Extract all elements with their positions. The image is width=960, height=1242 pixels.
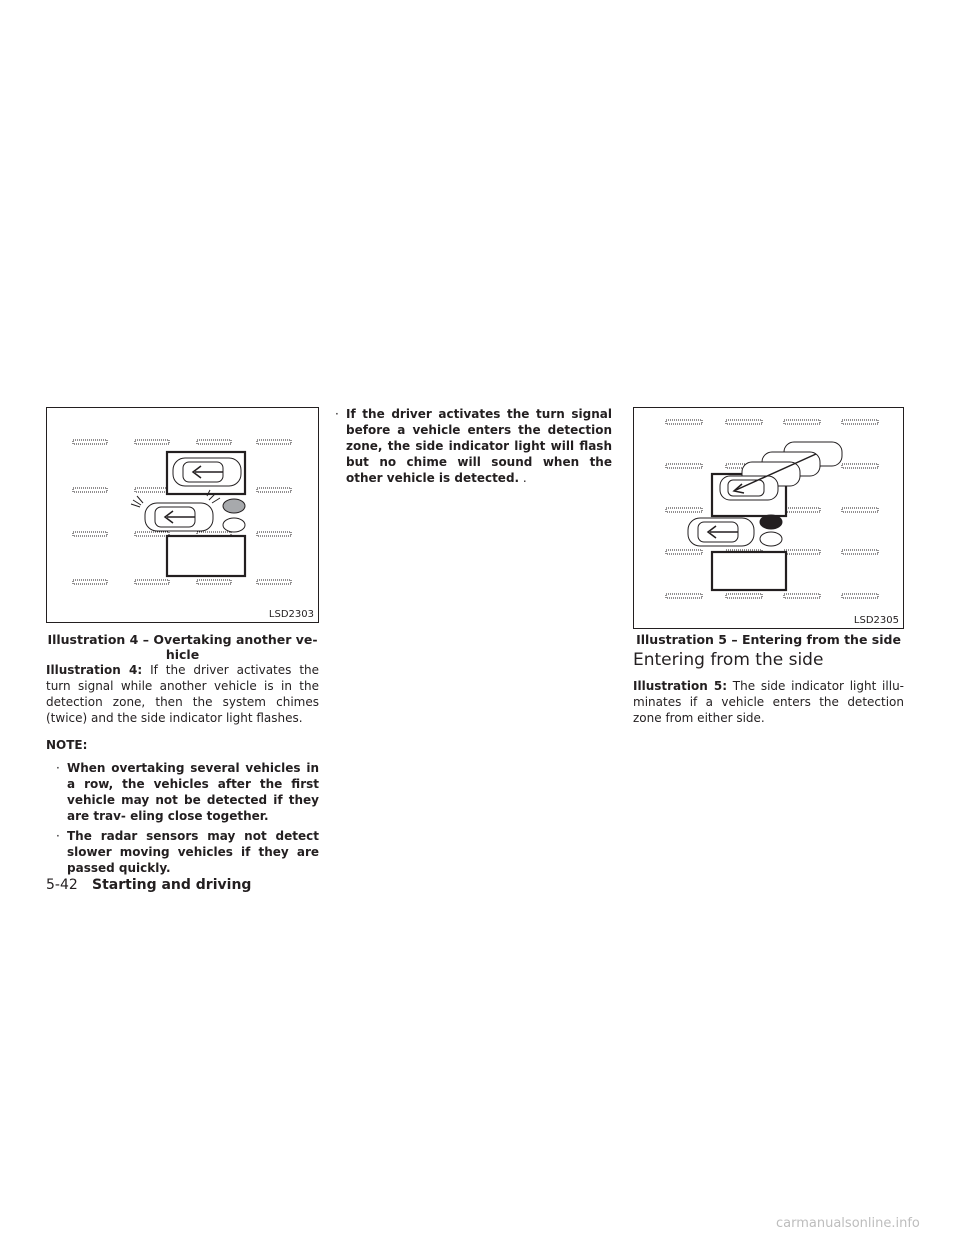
illustration-5-figure — [633, 407, 904, 629]
figure-code: LSD2305 — [853, 615, 899, 626]
section-heading: Entering from the side — [633, 650, 824, 670]
illustration-4-figure — [46, 407, 319, 623]
watermark: carmanualsonline.info — [776, 1216, 920, 1231]
illustration-4-drawing — [47, 408, 320, 624]
figure-caption: Illustration 4 – Overtaking another ve- hicle — [47, 632, 318, 662]
note-label: NOTE: — [46, 738, 88, 752]
illustration-5-paragraph: Illustration 5: The side indicator light illu- minates if a vehicle enters the detection zone from either side. — [633, 679, 904, 725]
note-bullet: · If the driver activates the turn signal before a vehicle enters the detection zone, the side indicator light will flash but no chime will sound when the other vehicle is detected. . — [335, 407, 612, 485]
illustration-5-drawing — [634, 408, 905, 630]
figure-code: LSD2303 — [268, 609, 314, 620]
illustration-4-paragraph: Illustration 4: If the driver activates the turn signal while another vehicle is in the detection zone, then the system chimes (twice) and the side indicator light flashes. — [46, 663, 320, 725]
note-bullet: · When overtaking several vehicles in a row, the vehicles after the first vehicle may not be detected if they are trav- eling close together. — [56, 761, 319, 823]
note-bullet: · The radar sensors may not detect slower moving vehicles if they are passed quickly. — [56, 829, 319, 875]
figure-caption: Illustration 5 – Entering from the side — [636, 632, 901, 647]
page-number: 5-42 — [46, 877, 78, 893]
chapter-title: Starting and driving — [92, 877, 252, 893]
